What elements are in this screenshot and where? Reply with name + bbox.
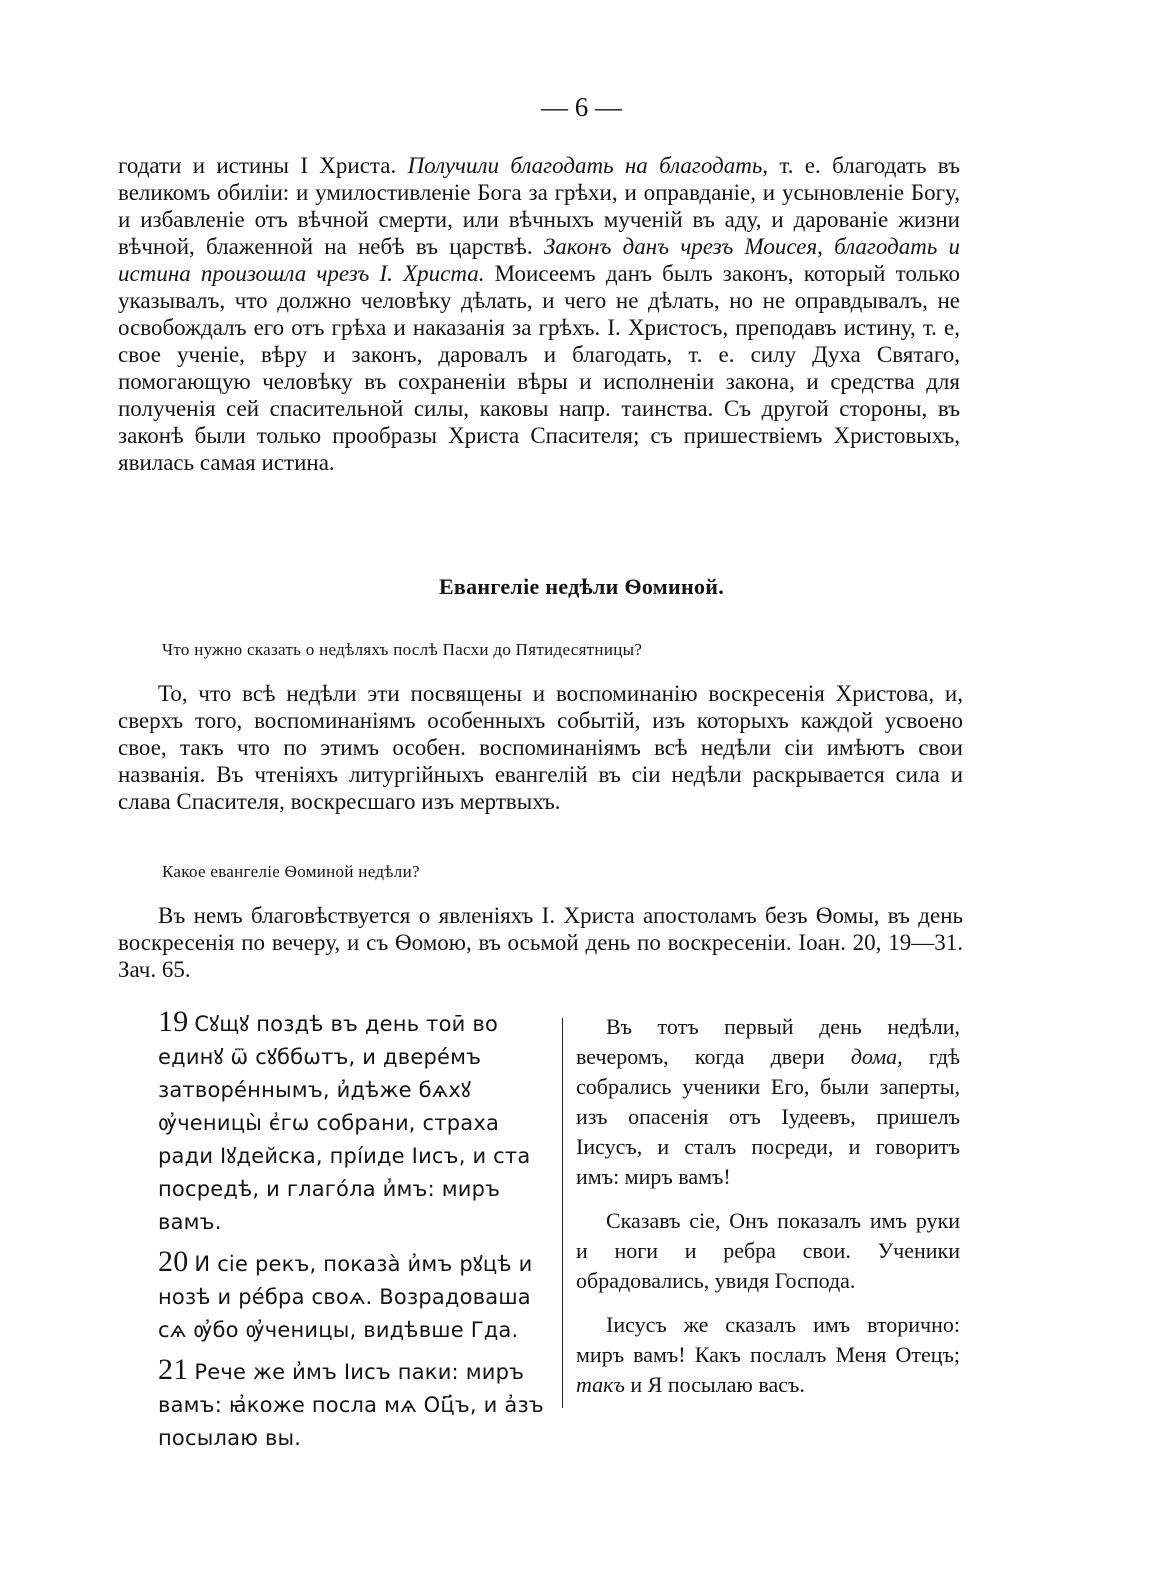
intro-text-1: годати и истины I Христа. [118, 153, 408, 178]
column-divider [562, 1018, 563, 1408]
russian-text: Сказавъ сіе, Онъ показалъ имъ руки и ноги и ребра свои. Ученики обрадовались, увидя Господа. [576, 1208, 960, 1293]
slavonic-column [158, 1005, 548, 1461]
verse-number: 20 [158, 1245, 189, 1278]
slavonic-verse [158, 1245, 548, 1347]
russian-italic: дома, [850, 1044, 903, 1069]
russian-text: Іисусъ же сказалъ имъ вторично: миръ вамъ! Какъ послалъ Меня Отецъ; [576, 1312, 960, 1367]
intro-quote-2: Законъ данъ чрезъ Моисея, благодать и истина произошла чрезъ I. Христа. [118, 234, 960, 286]
russian-italic: такъ [576, 1372, 625, 1397]
russian-paragraph [576, 1206, 960, 1296]
slavonic-verse [158, 1005, 548, 1239]
slavonic-verse [158, 1353, 548, 1455]
verse-text: И сіе рекъ, показа̀ и҆мъ рꙋцѣ и нозѣ и ре́бра своѧ. Возрадоваша сѧ ѹ҆бо ѹ҆ченицы, видѣвше Гда. [158, 1252, 533, 1342]
intro-paragraph [118, 152, 960, 476]
answer-1 [118, 680, 963, 815]
question-1: Что нужно сказать о недѣляхъ послѣ Пасхи до Пятидесятницы? [162, 640, 643, 659]
intro-quote-1: Получили благодать на благодать, [407, 153, 769, 178]
verse-text: Сꙋщꙋ поздѣ въ день тоӣ во единꙋ ѿ сꙋббѡтъ, и двере́мъ затворе́ннымъ, и҆дѣже бѧхꙋ ѹ҆ченицы̀ є҆гѡ собрани, страха ради Іꙋдейска, прі́иде Іисъ, и ста посредѣ, и глаго́ла и҆мъ: миръ вамъ. [158, 1012, 531, 1234]
russian-paragraph [576, 1310, 960, 1400]
answer-1-text: То, что всѣ недѣли эти посвящены и воспоминанію воскресенія Христова, и, сверхъ того, воспоминаніямъ особенныхъ событій, изъ которыхъ каждой усвоено свое, такъ что по этимъ особен. воспоминаніямъ всѣ недѣли сіи имѣютъ свои названія. Въ чтеніяхъ литургійныхъ евангелій въ сіи недѣли раскрывается сила и слава Спасителя, воскресшаго изъ мертвыхъ. [118, 681, 963, 814]
verse-text: Рече же и҆мъ Іисъ паки: миръ вамъ: ꙗ҆коже посла мѧ Оц҃ъ, и а҆зъ посылаю вы. [158, 1360, 544, 1450]
section-heading: Евангеліе недѣли Ѳоминой. [438, 574, 725, 599]
answer-2-text: Въ немъ благовѣствуется о явленіяхъ I. Христа апостоламъ безъ Ѳомы, въ день воскресенія по вечеру, и съ Ѳомою, въ осьмой день по воскресеніи. Іоан. 20, 19—31. Зач. 65. [118, 903, 963, 982]
verse-number: 21 [158, 1353, 189, 1386]
russian-text: и Я посылаю васъ. [624, 1372, 805, 1397]
answer-2 [118, 902, 963, 983]
intro-text-2: т. е. благодать въ великомъ обиліи: и умилостивленіе Бога за грѣхи, и оправданіе, и усыновленіе Богу, и избавленіе отъ вѣчной смерти, или вѣчныхъ мученій въ аду, и дарованіе жизни вѣчной, блаженной на небѣ въ царствѣ. [118, 153, 960, 259]
russian-paragraph [576, 1012, 960, 1192]
intro-text-3: Моисеемъ данъ былъ законъ, который только указывалъ, что должно человѣку дѣлать, и чего не дѣлать, но не оправдывалъ, не освобождалъ его отъ грѣха и наказанія за грѣхъ. I. Христосъ, преподавъ истину, т. е, свое ученіе, вѣру и законъ, даровалъ и благодать, т. е. силу Духа Святаго, помогающую человѣку въ сохраненіи вѣры и исполненіи закона, и средства для полученія сей спасительной силы, каковы напр. таинства. Съ другой стороны, въ законѣ были только прообразы Христа Спасителя; съ пришествіемъ Христовыхъ, явилась самая истина. [118, 261, 960, 475]
russian-column [576, 1012, 960, 1414]
russian-text: Въ тотъ первый день недѣли, вечеромъ, когда двери [576, 1014, 960, 1069]
page-number: — 6 — [541, 92, 622, 122]
russian-text: гдѣ собрались ученики Его, были заперты, изъ опасенія отъ Іудеевъ, пришелъ Іисусъ, и сталъ посреди, и говоритъ имъ: миръ вамъ! [576, 1044, 960, 1189]
question-2: Какое евангеліе Ѳоминой недѣли? [162, 862, 420, 881]
verse-number: 19 [158, 1005, 189, 1038]
